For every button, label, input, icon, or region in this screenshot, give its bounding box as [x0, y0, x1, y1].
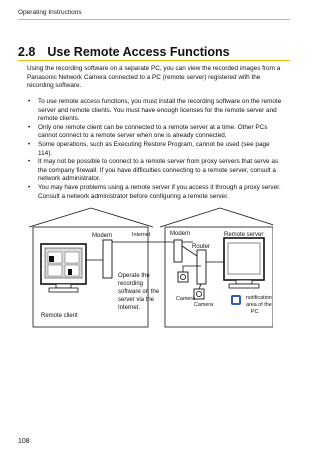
server-pc-icon: [224, 238, 264, 288]
running-header: Operating Instructions: [18, 9, 82, 16]
operate-note-line: server via the: [118, 297, 155, 303]
page-number: 108: [18, 438, 30, 445]
modem-left-icon: [103, 240, 112, 278]
operate-note-line: Operate the: [118, 273, 150, 279]
notification-label-line: notification: [246, 295, 272, 301]
camera-label: Camera: [194, 302, 214, 308]
camera-label: Camera: [176, 296, 196, 302]
bullet-item: • You may have problems using a remote server if you access it through a proxy server. Consult a network administrator before configuring a remote server.: [27, 184, 285, 201]
router-icon: [197, 250, 206, 284]
modem-right-icon: [174, 240, 182, 262]
operate-note-line: software on the: [118, 289, 160, 295]
notification-tray-icon: [231, 295, 241, 305]
bullet-item: • It may not be possible to connect to a remote server from proxy servers that serve as the company firewall. If you have difficulties connecting to a remote server, consult a network administrator.: [27, 158, 285, 184]
cable: [199, 284, 201, 289]
network-diagram: [28, 200, 273, 332]
bullet-item: • Some operations, such as Executing Restore Program, cannot be used (see page 114).: [27, 141, 285, 158]
intro-paragraph: Using the recording software on a separate PC, you can view the recorded images from a Panasonic Network Camera connected to a PC (remote server) registered with the recording software.: [27, 65, 281, 90]
operate-note-line: Internet.: [118, 305, 141, 311]
bullet-list: [27, 98, 285, 201]
remote-server-label: Remote server: [224, 232, 264, 238]
camera-icon: [178, 272, 188, 282]
client-pc-icon: [41, 244, 86, 292]
client-house-roof: [29, 208, 153, 227]
remote-client-label: Remote client: [41, 313, 78, 319]
server-house-roof: [160, 208, 273, 227]
router-label: Router: [192, 244, 211, 250]
section-title: [18, 45, 230, 59]
bullet-item: • Only one remote client can be connected to a remote server at a time. Other PCs cannot connect to a remote server when one is already connected.: [27, 124, 285, 141]
internet-label: Internet: [132, 232, 151, 238]
header-rule: [18, 19, 290, 20]
title-rule: [18, 60, 290, 61]
camera-icon: [194, 289, 204, 299]
notification-label-line: PC: [251, 309, 259, 315]
notification-label-line: area of the: [246, 302, 272, 308]
section-number: 2.8: [18, 45, 36, 59]
modem-left-label: Modem: [92, 233, 113, 239]
modem-right-label: Modem: [170, 231, 191, 237]
bullet-item: • To use remote access functions, you must install the recording software on the remote server and remote clients. You must have enough licenses for the remote server and remote clients.: [27, 98, 285, 124]
section-title-text: Use Remote Access Functions: [47, 45, 230, 59]
operate-note-line: recording: [118, 281, 144, 287]
